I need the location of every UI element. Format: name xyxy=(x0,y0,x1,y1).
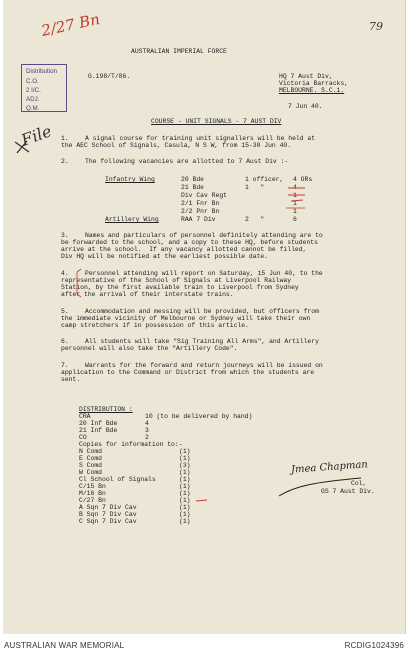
vacancy-qty: 1 officer, xyxy=(245,176,284,183)
file-annotation: File xyxy=(18,121,55,150)
distribution-unit: CO xyxy=(79,434,87,441)
artillery-wing-label: Artillery Wing xyxy=(105,216,159,223)
stamp-line: Q.M. xyxy=(26,105,40,112)
copy-qty: (1) xyxy=(179,511,191,518)
distribution-qty: 3 xyxy=(145,427,149,434)
copies-heading: Copies for information to:- xyxy=(79,441,183,448)
page-number: 79 xyxy=(369,20,383,33)
copy-qty: (1) xyxy=(179,483,191,490)
paragraph-text: The following vacancies are allotted to 7 Aust Div :- xyxy=(85,158,289,165)
distribution-unit: CRA xyxy=(79,413,91,420)
vacancy-unit: RAA 7 Div xyxy=(181,216,216,223)
distribution-unit: 20 Inf Bde xyxy=(79,420,118,427)
paragraph-number: 6. xyxy=(61,338,69,345)
archive-record-id: RCDIG1024396 xyxy=(344,641,404,650)
signature-rank: Col, xyxy=(351,480,367,487)
paragraph-number: 2. xyxy=(61,158,69,165)
copy-unit: S Comd xyxy=(79,462,103,469)
vacancy-ors: 1 xyxy=(293,208,297,215)
paragraph-text: Warrants for the forward and return journeys will be issued on xyxy=(85,362,323,369)
paragraph-text: Station, by the first available train to Liverpool from Sydney xyxy=(61,284,299,291)
stamp-line: Distribution xyxy=(26,68,57,75)
paragraph-text: personnel will also take the "Artillery Code". xyxy=(61,345,238,352)
copy-qty: (1) xyxy=(179,518,191,525)
paragraph-text: camp stretchers if in possession of this article. xyxy=(61,322,249,329)
vacancy-unit: 20 Bde xyxy=(181,176,205,183)
distribution-unit: 21 Inf Bde xyxy=(79,427,118,434)
distribution-qty: 10 (to be delivered by hand) xyxy=(145,413,253,420)
date: 7 Jun 40. xyxy=(288,103,323,110)
copy-unit: W Comd xyxy=(79,469,103,476)
handwritten-reference: 2/27 Bn xyxy=(39,10,102,40)
paragraph-number: 7. xyxy=(61,362,69,369)
paragraph-text: be forwarded to the school, and a copy to these HQ, before students xyxy=(61,239,318,246)
copy-unit: B Sqn 7 Div Cav xyxy=(79,511,137,518)
copy-unit: E Comd xyxy=(79,455,103,462)
stamp-line: 2 I/C. xyxy=(26,87,41,94)
archive-name: AUSTRALIAN WAR MEMORIAL xyxy=(4,641,125,650)
vacancy-ors: 4 xyxy=(293,184,297,191)
paragraph-text: Personnel attending will report on Saturday, 15 Jun 40, to the xyxy=(85,270,323,277)
paragraph-text: arrive at the school. If any vacancy allotted cannot be filled, xyxy=(61,246,307,253)
copy-unit: M/16 Bn xyxy=(79,490,106,497)
paragraph-text: All students will take "Sig Training All Arms", and Artillery xyxy=(85,338,319,345)
paragraph-text: Accommodation and messing will be provided, but officers from xyxy=(85,308,319,315)
copy-qty: (3) xyxy=(179,462,191,469)
copy-unit: C/15 Bn xyxy=(79,483,106,490)
distribution-qty: 4 xyxy=(145,420,149,427)
copy-unit: C/27 Bn xyxy=(79,497,106,504)
paragraph-text: the immediate vicinity of Melbourne or Sydney will take their own xyxy=(61,315,311,322)
paragraph-number: 3. xyxy=(61,232,69,239)
paragraph-text: A signal course for training unit signallers will be held at xyxy=(85,135,316,142)
copy-unit: N Comd xyxy=(79,448,103,455)
paragraph-number: 1. xyxy=(61,135,69,142)
vacancy-qty: 1 " xyxy=(245,184,265,191)
file-reference: G.198/T/86. xyxy=(88,73,131,80)
address-line: HQ 7 Aust Div, xyxy=(279,73,333,80)
copy-qty: (1) xyxy=(179,455,191,462)
paragraph-text: application to the Command or District from which the students are xyxy=(61,369,315,376)
vacancy-unit: 2/1 Fnr Bn xyxy=(181,200,220,207)
archive-footer xyxy=(0,636,410,654)
address-line: Victoria Barracks, xyxy=(279,80,349,87)
vacancy-ors: 1 xyxy=(293,192,297,199)
address-line: MELBOURNE. S.C.1. xyxy=(279,87,345,94)
course-title: COURSE - UNIT SIGNALS - 7 AUST DIV xyxy=(151,118,282,125)
vacancy-qty: 2 " xyxy=(245,216,265,223)
paragraph-text: Names and particulars of personnel definitely attending are to xyxy=(85,232,323,239)
stamp-line: ADJ. xyxy=(26,96,40,103)
red-pencil-marks xyxy=(283,178,323,214)
copy-unit: Cl School of Signals xyxy=(79,476,156,483)
copy-unit: A Sqn 7 Div Cav xyxy=(79,504,137,511)
copy-qty: (1) xyxy=(179,469,191,476)
file-annotation-cross xyxy=(13,138,37,156)
copy-qty: (1) xyxy=(179,448,191,455)
vacancy-unit: Div Cav Regt xyxy=(181,192,228,199)
paragraph-text: sent. xyxy=(61,376,81,383)
copy-qty: (1) xyxy=(179,497,191,504)
copy-qty: (1) xyxy=(179,490,191,497)
document-title: AUSTRALIAN IMPERIAL FORCE xyxy=(131,48,227,55)
paragraph-text: the AEC School of Signals, Casula, N S W, from 15-30 Jun 40. xyxy=(61,142,292,149)
copy-qty: (1) xyxy=(179,476,191,483)
distribution-heading: DISTRIBUTION : xyxy=(79,406,133,413)
vacancy-unit: 2/2 Pnr Bn xyxy=(181,208,220,215)
distribution-stamp xyxy=(21,64,67,112)
paragraph-text: after the arrival of their interstate trains. xyxy=(61,291,234,298)
document-page xyxy=(3,0,406,634)
stamp-line: C.O. xyxy=(26,78,39,85)
copy-unit: C Sqn 7 Div Cav xyxy=(79,518,137,525)
vacancy-ors: 6 xyxy=(293,216,297,223)
vacancy-unit: 21 Bde xyxy=(181,184,205,191)
vacancy-ors: 1 xyxy=(293,200,297,207)
copy-qty: (1) xyxy=(179,504,191,511)
paragraph-number: 4. xyxy=(61,270,69,277)
signature-appointment: GS 7 Aust Div. xyxy=(321,488,375,495)
margin-bracket xyxy=(75,268,83,298)
vacancy-ors: 4 ORs xyxy=(293,176,313,183)
paragraph-text: Div HQ will be notified at the earliest possible date. xyxy=(61,253,269,260)
paragraph-number: 5. xyxy=(61,308,69,315)
paragraph-text: representative of the School of Signals at Liverpool Railway xyxy=(61,277,292,284)
distribution-qty: 2 xyxy=(145,434,149,441)
signature: Jmea Chapman xyxy=(290,459,369,476)
infantry-wing-label: Infantry Wing xyxy=(105,176,155,183)
red-tick-mark xyxy=(195,498,209,504)
